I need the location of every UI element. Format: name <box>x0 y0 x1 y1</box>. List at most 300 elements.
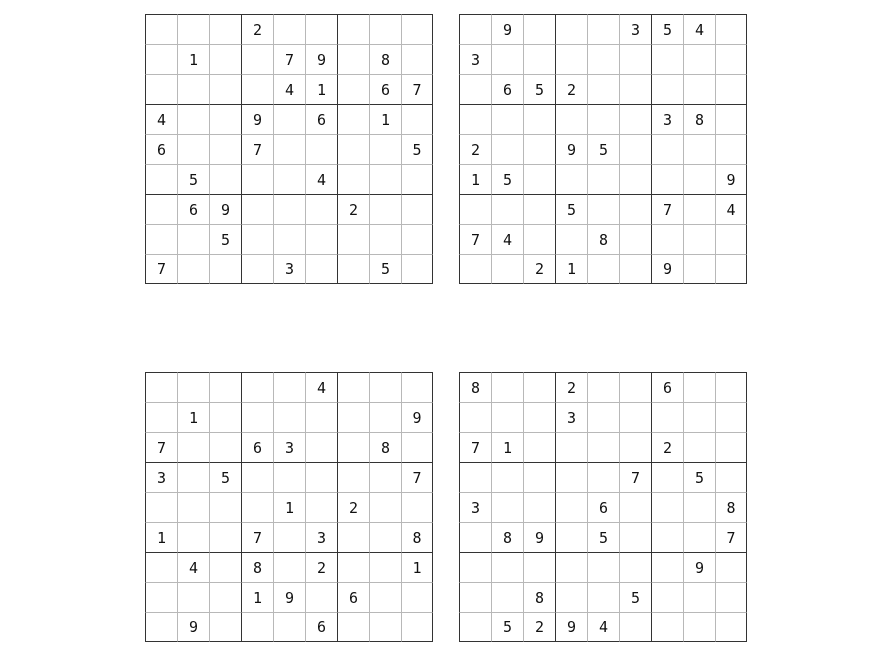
sudoku-cell-r1-c5[interactable] <box>273 372 305 402</box>
sudoku-cell-r5-c1[interactable]: 2 <box>459 134 491 164</box>
sudoku-cell-r9-c4[interactable]: 1 <box>555 254 587 284</box>
sudoku-cell-r7-c4[interactable] <box>241 194 273 224</box>
sudoku-cell-r6-c5[interactable] <box>587 164 619 194</box>
sudoku-cell-r8-c4[interactable]: 1 <box>241 582 273 612</box>
sudoku-cell-r6-c3[interactable] <box>523 164 555 194</box>
sudoku-cell-r2-c5[interactable] <box>587 402 619 432</box>
sudoku-cell-r4-c9[interactable]: 7 <box>401 462 433 492</box>
sudoku-cell-r8-c6[interactable] <box>305 224 337 254</box>
sudoku-cell-r7-c1[interactable] <box>145 552 177 582</box>
sudoku-cell-r1-c3[interactable] <box>523 14 555 44</box>
sudoku-cell-r7-c3[interactable]: 9 <box>209 194 241 224</box>
sudoku-cell-r5-c4[interactable] <box>555 492 587 522</box>
sudoku-cell-r6-c6[interactable]: 4 <box>305 164 337 194</box>
sudoku-cell-r7-c5[interactable] <box>587 194 619 224</box>
sudoku-cell-r7-c2[interactable]: 4 <box>177 552 209 582</box>
sudoku-cell-r8-c4[interactable] <box>555 582 587 612</box>
sudoku-cell-r2-c3[interactable] <box>523 44 555 74</box>
sudoku-cell-r3-c2[interactable]: 6 <box>491 74 523 104</box>
sudoku-cell-r8-c6[interactable]: 5 <box>619 582 651 612</box>
sudoku-cell-r3-c6[interactable] <box>619 432 651 462</box>
sudoku-cell-r3-c3[interactable]: 5 <box>523 74 555 104</box>
sudoku-cell-r4-c1[interactable] <box>459 462 491 492</box>
sudoku-cell-r6-c6[interactable]: 3 <box>305 522 337 552</box>
sudoku-cell-r1-c8[interactable] <box>683 372 715 402</box>
sudoku-cell-r5-c8[interactable] <box>683 134 715 164</box>
sudoku-cell-r2-c1[interactable]: 3 <box>459 44 491 74</box>
sudoku-cell-r5-c4[interactable] <box>241 492 273 522</box>
sudoku-cell-r6-c7[interactable] <box>651 522 683 552</box>
sudoku-cell-r4-c5[interactable] <box>273 104 305 134</box>
sudoku-cell-r4-c4[interactable] <box>555 104 587 134</box>
sudoku-cell-r5-c9[interactable]: 5 <box>401 134 433 164</box>
sudoku-cell-r2-c2[interactable]: 1 <box>177 44 209 74</box>
sudoku-cell-r2-c1[interactable] <box>145 44 177 74</box>
sudoku-cell-r2-c1[interactable] <box>459 402 491 432</box>
sudoku-cell-r9-c3[interactable] <box>209 254 241 284</box>
sudoku-cell-r7-c6[interactable] <box>619 194 651 224</box>
sudoku-cell-r1-c3[interactable] <box>523 372 555 402</box>
sudoku-cell-r3-c9[interactable] <box>715 432 747 462</box>
sudoku-cell-r3-c7[interactable]: 2 <box>651 432 683 462</box>
sudoku-cell-r6-c6[interactable] <box>619 522 651 552</box>
sudoku-cell-r5-c6[interactable] <box>305 134 337 164</box>
sudoku-cell-r7-c6[interactable]: 2 <box>305 552 337 582</box>
sudoku-cell-r2-c8[interactable] <box>369 402 401 432</box>
sudoku-cell-r9-c9[interactable] <box>401 254 433 284</box>
sudoku-cell-r3-c7[interactable] <box>337 432 369 462</box>
sudoku-cell-r2-c5[interactable] <box>587 44 619 74</box>
sudoku-cell-r3-c2[interactable] <box>177 432 209 462</box>
sudoku-cell-r9-c8[interactable] <box>369 612 401 642</box>
sudoku-cell-r9-c1[interactable] <box>145 612 177 642</box>
sudoku-cell-r2-c2[interactable] <box>491 402 523 432</box>
sudoku-cell-r8-c5[interactable] <box>273 224 305 254</box>
sudoku-cell-r6-c4[interactable] <box>555 522 587 552</box>
sudoku-cell-r9-c5[interactable] <box>587 254 619 284</box>
sudoku-cell-r9-c5[interactable]: 3 <box>273 254 305 284</box>
sudoku-cell-r8-c3[interactable] <box>209 582 241 612</box>
sudoku-cell-r5-c5[interactable]: 6 <box>587 492 619 522</box>
sudoku-cell-r3-c6[interactable]: 1 <box>305 74 337 104</box>
sudoku-cell-r5-c7[interactable] <box>651 134 683 164</box>
sudoku-cell-r4-c3[interactable]: 5 <box>209 462 241 492</box>
sudoku-cell-r2-c4[interactable]: 3 <box>555 402 587 432</box>
sudoku-cell-r6-c4[interactable] <box>241 164 273 194</box>
sudoku-cell-r4-c1[interactable]: 4 <box>145 104 177 134</box>
sudoku-cell-r7-c3[interactable] <box>523 552 555 582</box>
sudoku-cell-r9-c9[interactable] <box>401 612 433 642</box>
sudoku-cell-r7-c3[interactable] <box>209 552 241 582</box>
sudoku-cell-r4-c9[interactable] <box>715 462 747 492</box>
sudoku-cell-r5-c2[interactable] <box>177 492 209 522</box>
sudoku-cell-r5-c2[interactable] <box>491 134 523 164</box>
sudoku-cell-r2-c6[interactable] <box>619 44 651 74</box>
sudoku-cell-r8-c2[interactable] <box>177 582 209 612</box>
sudoku-cell-r5-c7[interactable] <box>337 134 369 164</box>
sudoku-cell-r8-c3[interactable] <box>523 224 555 254</box>
sudoku-cell-r5-c5[interactable]: 5 <box>587 134 619 164</box>
sudoku-cell-r1-c2[interactable]: 9 <box>491 14 523 44</box>
sudoku-cell-r5-c3[interactable] <box>209 492 241 522</box>
sudoku-cell-r1-c9[interactable] <box>715 14 747 44</box>
sudoku-cell-r3-c5[interactable]: 3 <box>273 432 305 462</box>
sudoku-cell-r7-c4[interactable]: 5 <box>555 194 587 224</box>
sudoku-cell-r5-c1[interactable] <box>145 492 177 522</box>
sudoku-cell-r5-c8[interactable] <box>369 134 401 164</box>
sudoku-cell-r9-c2[interactable]: 5 <box>491 612 523 642</box>
sudoku-cell-r7-c4[interactable]: 8 <box>241 552 273 582</box>
sudoku-cell-r2-c6[interactable] <box>619 402 651 432</box>
sudoku-cell-r6-c8[interactable] <box>369 522 401 552</box>
sudoku-cell-r9-c6[interactable] <box>619 612 651 642</box>
sudoku-cell-r5-c3[interactable] <box>523 492 555 522</box>
sudoku-cell-r4-c7[interactable] <box>337 462 369 492</box>
sudoku-cell-r2-c5[interactable] <box>273 402 305 432</box>
sudoku-cell-r4-c5[interactable] <box>273 462 305 492</box>
sudoku-cell-r1-c4[interactable] <box>241 372 273 402</box>
sudoku-cell-r7-c8[interactable]: 9 <box>683 552 715 582</box>
sudoku-cell-r6-c3[interactable]: 9 <box>523 522 555 552</box>
sudoku-cell-r1-c5[interactable] <box>587 14 619 44</box>
sudoku-cell-r9-c1[interactable] <box>459 254 491 284</box>
sudoku-cell-r6-c8[interactable] <box>683 164 715 194</box>
sudoku-cell-r1-c9[interactable] <box>715 372 747 402</box>
sudoku-cell-r4-c2[interactable] <box>491 104 523 134</box>
sudoku-cell-r3-c5[interactable] <box>587 432 619 462</box>
sudoku-cell-r7-c9[interactable] <box>401 194 433 224</box>
sudoku-cell-r2-c6[interactable]: 9 <box>305 44 337 74</box>
sudoku-cell-r8-c4[interactable] <box>241 224 273 254</box>
sudoku-cell-r7-c2[interactable] <box>491 194 523 224</box>
sudoku-cell-r3-c8[interactable] <box>683 432 715 462</box>
sudoku-cell-r2-c3[interactable] <box>209 44 241 74</box>
sudoku-cell-r2-c8[interactable]: 8 <box>369 44 401 74</box>
sudoku-cell-r3-c5[interactable] <box>587 74 619 104</box>
sudoku-cell-r1-c3[interactable] <box>209 14 241 44</box>
sudoku-cell-r7-c3[interactable] <box>523 194 555 224</box>
sudoku-cell-r9-c3[interactable]: 2 <box>523 612 555 642</box>
sudoku-cell-r6-c9[interactable]: 8 <box>401 522 433 552</box>
sudoku-cell-r6-c5[interactable] <box>273 164 305 194</box>
sudoku-cell-r5-c9[interactable] <box>715 134 747 164</box>
sudoku-cell-r9-c7[interactable] <box>337 254 369 284</box>
sudoku-cell-r9-c4[interactable] <box>241 254 273 284</box>
sudoku-cell-r8-c8[interactable] <box>369 224 401 254</box>
sudoku-cell-r8-c2[interactable]: 4 <box>491 224 523 254</box>
sudoku-cell-r3-c6[interactable] <box>305 432 337 462</box>
sudoku-cell-r2-c7[interactable] <box>651 402 683 432</box>
sudoku-cell-r5-c6[interactable] <box>619 492 651 522</box>
sudoku-cell-r9-c2[interactable] <box>177 254 209 284</box>
sudoku-cell-r9-c2[interactable]: 9 <box>177 612 209 642</box>
sudoku-cell-r6-c9[interactable]: 7 <box>715 522 747 552</box>
sudoku-cell-r4-c6[interactable] <box>305 462 337 492</box>
sudoku-cell-r2-c9[interactable] <box>715 402 747 432</box>
sudoku-cell-r9-c6[interactable] <box>619 254 651 284</box>
sudoku-cell-r9-c5[interactable]: 4 <box>587 612 619 642</box>
sudoku-cell-r4-c1[interactable]: 3 <box>145 462 177 492</box>
sudoku-cell-r8-c5[interactable]: 9 <box>273 582 305 612</box>
sudoku-cell-r9-c8[interactable]: 5 <box>369 254 401 284</box>
sudoku-cell-r6-c5[interactable] <box>273 522 305 552</box>
sudoku-cell-r4-c2[interactable] <box>491 462 523 492</box>
sudoku-cell-r6-c2[interactable] <box>177 522 209 552</box>
sudoku-cell-r4-c8[interactable]: 5 <box>683 462 715 492</box>
sudoku-cell-r1-c7[interactable]: 5 <box>651 14 683 44</box>
sudoku-cell-r3-c3[interactable] <box>209 74 241 104</box>
sudoku-cell-r8-c9[interactable] <box>715 224 747 254</box>
sudoku-cell-r2-c8[interactable] <box>683 402 715 432</box>
sudoku-cell-r3-c8[interactable]: 6 <box>369 74 401 104</box>
sudoku-cell-r4-c9[interactable] <box>401 104 433 134</box>
sudoku-cell-r1-c7[interactable] <box>337 14 369 44</box>
sudoku-cell-r6-c4[interactable]: 7 <box>241 522 273 552</box>
sudoku-cell-r1-c2[interactable] <box>177 14 209 44</box>
sudoku-cell-r9-c6[interactable] <box>305 254 337 284</box>
sudoku-cell-r6-c2[interactable]: 5 <box>491 164 523 194</box>
sudoku-cell-r4-c8[interactable]: 8 <box>683 104 715 134</box>
sudoku-cell-r9-c8[interactable] <box>683 254 715 284</box>
sudoku-cell-r6-c8[interactable] <box>369 164 401 194</box>
sudoku-cell-r7-c9[interactable] <box>715 552 747 582</box>
sudoku-cell-r7-c9[interactable]: 1 <box>401 552 433 582</box>
sudoku-cell-r6-c9[interactable]: 9 <box>715 164 747 194</box>
sudoku-cell-r5-c7[interactable]: 2 <box>337 492 369 522</box>
sudoku-cell-r6-c2[interactable]: 5 <box>177 164 209 194</box>
sudoku-cell-r9-c1[interactable]: 7 <box>145 254 177 284</box>
sudoku-cell-r3-c7[interactable] <box>337 74 369 104</box>
sudoku-cell-r1-c1[interactable] <box>145 372 177 402</box>
sudoku-cell-r5-c4[interactable]: 9 <box>555 134 587 164</box>
sudoku-cell-r2-c4[interactable] <box>241 44 273 74</box>
sudoku-cell-r1-c4[interactable]: 2 <box>555 372 587 402</box>
sudoku-cell-r8-c2[interactable] <box>491 582 523 612</box>
sudoku-cell-r1-c6[interactable]: 4 <box>305 372 337 402</box>
sudoku-cell-r9-c4[interactable]: 9 <box>555 612 587 642</box>
sudoku-cell-r8-c5[interactable]: 8 <box>587 224 619 254</box>
sudoku-cell-r7-c4[interactable] <box>555 552 587 582</box>
sudoku-cell-r1-c5[interactable] <box>587 372 619 402</box>
sudoku-cell-r8-c9[interactable] <box>715 582 747 612</box>
sudoku-cell-r8-c9[interactable] <box>401 224 433 254</box>
sudoku-cell-r8-c2[interactable] <box>177 224 209 254</box>
sudoku-cell-r9-c8[interactable] <box>683 612 715 642</box>
sudoku-cell-r1-c5[interactable] <box>273 14 305 44</box>
sudoku-cell-r1-c8[interactable] <box>369 14 401 44</box>
sudoku-cell-r1-c1[interactable]: 8 <box>459 372 491 402</box>
sudoku-cell-r2-c9[interactable] <box>401 44 433 74</box>
sudoku-cell-r7-c1[interactable] <box>459 194 491 224</box>
sudoku-cell-r7-c6[interactable] <box>619 552 651 582</box>
sudoku-cell-r4-c3[interactable] <box>523 104 555 134</box>
sudoku-cell-r2-c7[interactable] <box>337 44 369 74</box>
sudoku-cell-r8-c7[interactable] <box>337 224 369 254</box>
sudoku-cell-r5-c8[interactable] <box>683 492 715 522</box>
sudoku-cell-r7-c7[interactable]: 2 <box>337 194 369 224</box>
sudoku-cell-r4-c4[interactable] <box>241 462 273 492</box>
sudoku-cell-r2-c9[interactable]: 9 <box>401 402 433 432</box>
sudoku-cell-r3-c7[interactable] <box>651 74 683 104</box>
sudoku-cell-r4-c4[interactable] <box>555 462 587 492</box>
sudoku-cell-r7-c1[interactable] <box>459 552 491 582</box>
sudoku-cell-r6-c6[interactable] <box>619 164 651 194</box>
sudoku-cell-r8-c7[interactable] <box>651 224 683 254</box>
sudoku-cell-r5-c3[interactable] <box>209 134 241 164</box>
sudoku-cell-r7-c2[interactable]: 6 <box>177 194 209 224</box>
sudoku-cell-r1-c6[interactable]: 3 <box>619 14 651 44</box>
sudoku-cell-r8-c1[interactable]: 7 <box>459 224 491 254</box>
sudoku-cell-r7-c5[interactable] <box>587 552 619 582</box>
sudoku-cell-r7-c7[interactable] <box>651 552 683 582</box>
sudoku-cell-r8-c3[interactable]: 8 <box>523 582 555 612</box>
sudoku-cell-r7-c8[interactable] <box>369 194 401 224</box>
sudoku-cell-r3-c3[interactable] <box>523 432 555 462</box>
sudoku-cell-r7-c5[interactable] <box>273 194 305 224</box>
sudoku-cell-r4-c9[interactable] <box>715 104 747 134</box>
sudoku-cell-r7-c1[interactable] <box>145 194 177 224</box>
sudoku-cell-r5-c1[interactable]: 3 <box>459 492 491 522</box>
sudoku-cell-r6-c1[interactable]: 1 <box>459 164 491 194</box>
sudoku-cell-r5-c3[interactable] <box>523 134 555 164</box>
sudoku-cell-r2-c1[interactable] <box>145 402 177 432</box>
sudoku-cell-r3-c9[interactable] <box>715 74 747 104</box>
sudoku-cell-r8-c8[interactable] <box>683 224 715 254</box>
sudoku-cell-r5-c4[interactable]: 7 <box>241 134 273 164</box>
sudoku-cell-r7-c5[interactable] <box>273 552 305 582</box>
sudoku-cell-r1-c6[interactable] <box>619 372 651 402</box>
sudoku-cell-r2-c4[interactable] <box>241 402 273 432</box>
sudoku-cell-r3-c9[interactable]: 7 <box>401 74 433 104</box>
sudoku-cell-r4-c8[interactable]: 1 <box>369 104 401 134</box>
sudoku-cell-r7-c7[interactable] <box>337 552 369 582</box>
sudoku-cell-r8-c1[interactable] <box>145 582 177 612</box>
sudoku-cell-r3-c8[interactable] <box>683 74 715 104</box>
sudoku-cell-r3-c4[interactable] <box>241 74 273 104</box>
sudoku-cell-r9-c4[interactable] <box>241 612 273 642</box>
sudoku-cell-r2-c2[interactable]: 1 <box>177 402 209 432</box>
sudoku-cell-r3-c2[interactable]: 1 <box>491 432 523 462</box>
sudoku-cell-r5-c2[interactable] <box>491 492 523 522</box>
sudoku-cell-r7-c8[interactable] <box>369 552 401 582</box>
sudoku-cell-r8-c6[interactable] <box>305 582 337 612</box>
sudoku-cell-r4-c2[interactable] <box>177 104 209 134</box>
sudoku-cell-r5-c5[interactable]: 1 <box>273 492 305 522</box>
sudoku-cell-r1-c9[interactable] <box>401 14 433 44</box>
sudoku-cell-r2-c5[interactable]: 7 <box>273 44 305 74</box>
sudoku-cell-r1-c3[interactable] <box>209 372 241 402</box>
sudoku-cell-r9-c9[interactable] <box>715 612 747 642</box>
sudoku-cell-r4-c1[interactable] <box>459 104 491 134</box>
sudoku-cell-r9-c7[interactable] <box>337 612 369 642</box>
sudoku-cell-r9-c6[interactable]: 6 <box>305 612 337 642</box>
sudoku-cell-r4-c6[interactable]: 6 <box>305 104 337 134</box>
sudoku-cell-r2-c6[interactable] <box>305 402 337 432</box>
sudoku-cell-r7-c8[interactable] <box>683 194 715 224</box>
sudoku-cell-r8-c1[interactable] <box>459 582 491 612</box>
sudoku-cell-r1-c2[interactable] <box>177 372 209 402</box>
sudoku-cell-r6-c8[interactable] <box>683 522 715 552</box>
sudoku-cell-r5-c7[interactable] <box>651 492 683 522</box>
sudoku-cell-r8-c3[interactable]: 5 <box>209 224 241 254</box>
sudoku-cell-r7-c7[interactable]: 7 <box>651 194 683 224</box>
sudoku-cell-r8-c6[interactable] <box>619 224 651 254</box>
sudoku-cell-r4-c6[interactable] <box>619 104 651 134</box>
sudoku-cell-r9-c3[interactable]: 2 <box>523 254 555 284</box>
sudoku-cell-r6-c5[interactable]: 5 <box>587 522 619 552</box>
sudoku-cell-r1-c1[interactable] <box>145 14 177 44</box>
sudoku-cell-r9-c9[interactable] <box>715 254 747 284</box>
sudoku-cell-r2-c3[interactable] <box>523 402 555 432</box>
sudoku-cell-r1-c4[interactable] <box>555 14 587 44</box>
sudoku-cell-r9-c2[interactable] <box>491 254 523 284</box>
sudoku-cell-r9-c3[interactable] <box>209 612 241 642</box>
sudoku-cell-r3-c4[interactable] <box>555 432 587 462</box>
sudoku-cell-r6-c9[interactable] <box>401 164 433 194</box>
sudoku-cell-r3-c4[interactable]: 2 <box>555 74 587 104</box>
sudoku-cell-r5-c1[interactable]: 6 <box>145 134 177 164</box>
sudoku-cell-r8-c9[interactable] <box>401 582 433 612</box>
sudoku-cell-r1-c7[interactable]: 6 <box>651 372 683 402</box>
sudoku-cell-r4-c4[interactable]: 9 <box>241 104 273 134</box>
sudoku-cell-r9-c7[interactable] <box>651 612 683 642</box>
sudoku-cell-r7-c6[interactable] <box>305 194 337 224</box>
sudoku-cell-r6-c2[interactable]: 8 <box>491 522 523 552</box>
sudoku-cell-r5-c8[interactable] <box>369 492 401 522</box>
sudoku-cell-r2-c3[interactable] <box>209 402 241 432</box>
sudoku-cell-r4-c8[interactable] <box>369 462 401 492</box>
sudoku-cell-r1-c9[interactable] <box>401 372 433 402</box>
sudoku-cell-r6-c1[interactable] <box>145 164 177 194</box>
sudoku-cell-r6-c7[interactable] <box>337 164 369 194</box>
sudoku-cell-r4-c3[interactable] <box>523 462 555 492</box>
sudoku-cell-r9-c5[interactable] <box>273 612 305 642</box>
sudoku-cell-r5-c9[interactable]: 8 <box>715 492 747 522</box>
sudoku-cell-r9-c7[interactable]: 9 <box>651 254 683 284</box>
sudoku-cell-r2-c4[interactable] <box>555 44 587 74</box>
sudoku-cell-r2-c7[interactable] <box>337 402 369 432</box>
sudoku-cell-r8-c7[interactable]: 6 <box>337 582 369 612</box>
sudoku-cell-r5-c2[interactable] <box>177 134 209 164</box>
sudoku-cell-r3-c3[interactable] <box>209 432 241 462</box>
sudoku-cell-r8-c5[interactable] <box>587 582 619 612</box>
sudoku-cell-r7-c2[interactable] <box>491 552 523 582</box>
sudoku-cell-r8-c1[interactable] <box>145 224 177 254</box>
sudoku-cell-r1-c6[interactable] <box>305 14 337 44</box>
sudoku-cell-r1-c1[interactable] <box>459 14 491 44</box>
sudoku-cell-r9-c1[interactable] <box>459 612 491 642</box>
sudoku-cell-r5-c5[interactable] <box>273 134 305 164</box>
sudoku-cell-r4-c5[interactable] <box>587 104 619 134</box>
sudoku-cell-r4-c2[interactable] <box>177 462 209 492</box>
sudoku-cell-r2-c9[interactable] <box>715 44 747 74</box>
sudoku-cell-r1-c8[interactable] <box>369 372 401 402</box>
sudoku-cell-r3-c4[interactable]: 6 <box>241 432 273 462</box>
sudoku-cell-r1-c2[interactable] <box>491 372 523 402</box>
sudoku-cell-r4-c5[interactable] <box>587 462 619 492</box>
sudoku-cell-r1-c8[interactable]: 4 <box>683 14 715 44</box>
sudoku-cell-r5-c6[interactable] <box>619 134 651 164</box>
sudoku-cell-r3-c8[interactable]: 8 <box>369 432 401 462</box>
sudoku-cell-r6-c3[interactable] <box>209 522 241 552</box>
sudoku-cell-r6-c1[interactable]: 1 <box>145 522 177 552</box>
sudoku-cell-r7-c9[interactable]: 4 <box>715 194 747 224</box>
sudoku-cell-r3-c2[interactable] <box>177 74 209 104</box>
sudoku-cell-r8-c8[interactable] <box>369 582 401 612</box>
sudoku-cell-r6-c3[interactable] <box>209 164 241 194</box>
sudoku-cell-r8-c8[interactable] <box>683 582 715 612</box>
sudoku-cell-r4-c3[interactable] <box>209 104 241 134</box>
